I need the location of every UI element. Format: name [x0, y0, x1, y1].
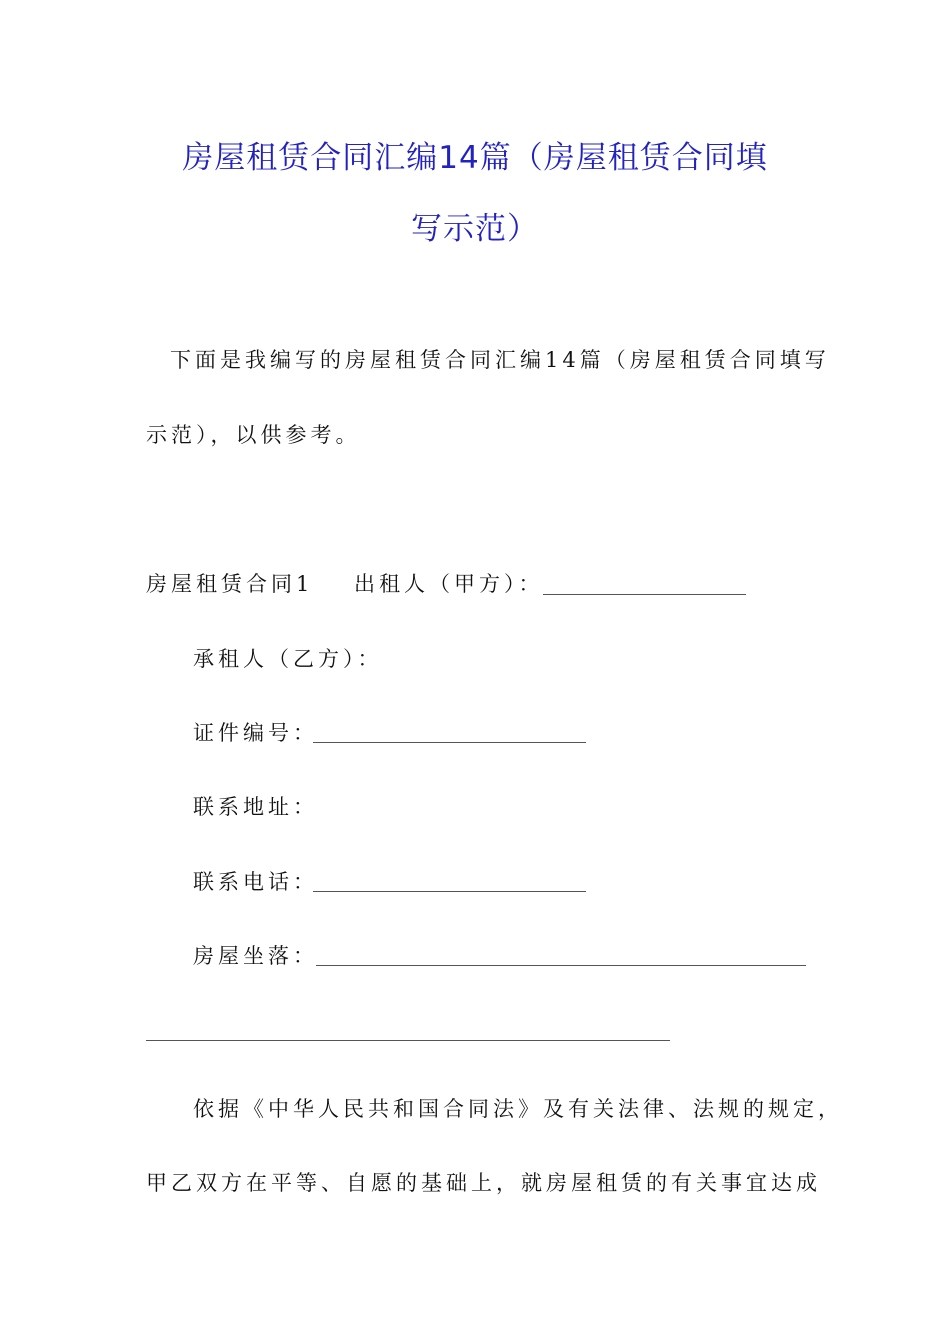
id-number-label: 证件编号： [193, 721, 318, 745]
lessor-label: 出租人（甲方）： [354, 572, 544, 596]
location-blank [316, 965, 806, 966]
body-line-1: 依据《中华人民共和国合同法》及有关法律、法规的规定， [193, 1097, 843, 1121]
location-label: 房屋坐落： [193, 944, 318, 968]
phone-blank [313, 891, 586, 892]
document-title-line-1: 房屋租赁合同汇编14篇（房屋租赁合同填 [182, 140, 768, 176]
lessor-blank [543, 594, 746, 595]
lessee-label: 承租人（乙方）： [193, 647, 383, 671]
id-number-blank [313, 742, 586, 743]
address-label: 联系地址： [193, 795, 318, 819]
intro-line-1: 下面是我编写的房屋租赁合同汇编14篇（房屋租赁合同填写 [170, 348, 830, 372]
intro-line-2: 示范），以供参考。 [146, 423, 361, 447]
location-blank-continuation [146, 1040, 670, 1041]
phone-label: 联系电话： [193, 870, 318, 894]
document-title-line-2: 写示范） [411, 211, 539, 247]
body-line-2: 甲乙双方在平等、自愿的基础上，就房屋租赁的有关事宜达成 [146, 1171, 821, 1195]
contract-heading: 房屋租赁合同1 [146, 572, 314, 596]
